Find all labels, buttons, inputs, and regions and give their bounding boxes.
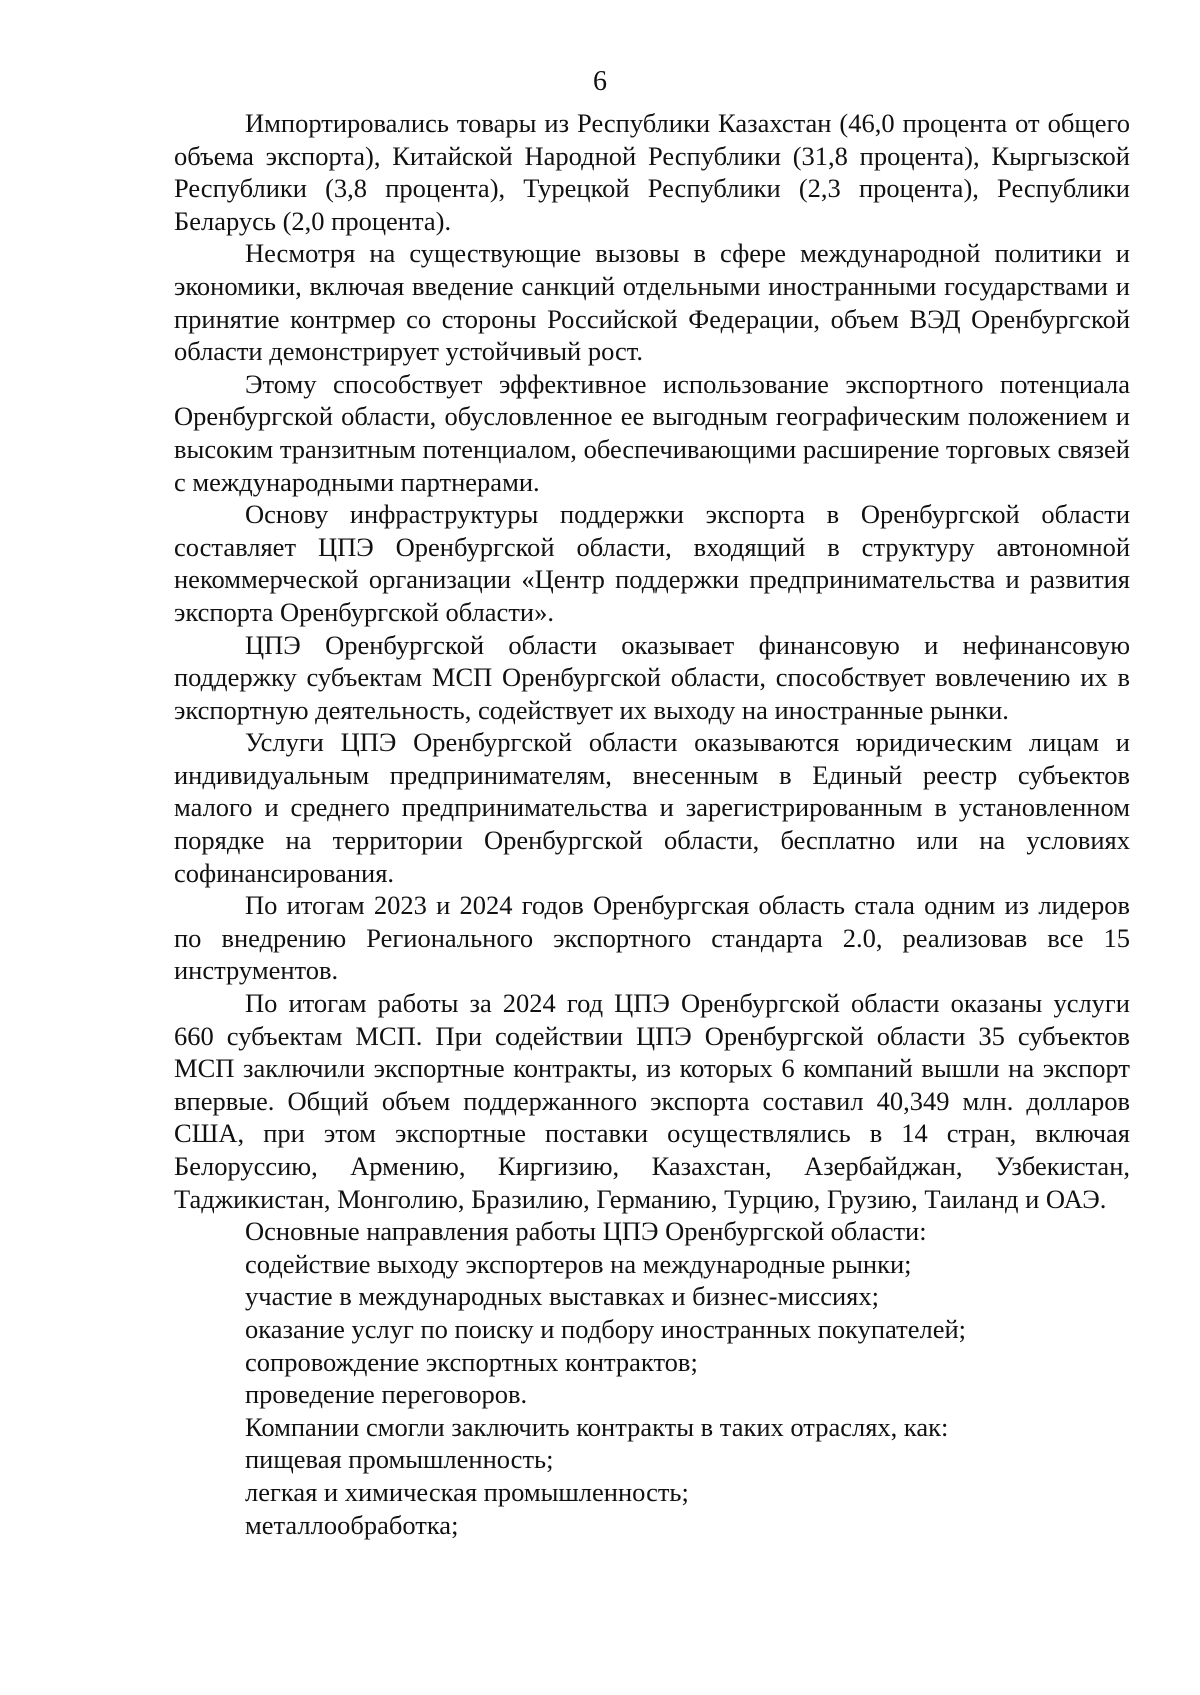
list-item: проведение переговоров. [245,1379,528,1410]
document-body [174,107,1130,1541]
page-number: 6 [593,66,607,97]
sectors-list [174,1411,1130,1541]
list-item: металлообработка; [245,1509,459,1540]
directions-list [174,1215,1130,1411]
paragraph-imports: Импортировались товары из Республики Казахстан (46,0 процента от общего объема экспорта), Китайской Народной Республики (31,8 процента), Кыргызской Республики (3,8 процента), Турецкой Республики (2,3 процента), Республики Беларусь (2,0 процента). [174,108,1130,236]
sectors-heading: Компании смогли заключить контракты в таких отраслях, как: [245,1411,949,1442]
list-item: сопровождение экспортных контрактов; [245,1346,698,1377]
paragraph-results-2024: По итогам работы за 2024 год ЦПЭ Оренбургской области оказаны услуги 660 субъектам МСП. При содействии ЦПЭ Оренбургской области 35 субъектов МСП заключили экспортные контракты, из которых 6 компаний вышли на экспорт впервые. Общий объем поддержанного экспорта составил 40,349 млн. долларов США, при этом экспортные поставки осуществлялись в 14 стран, включая Белоруссию, Армению, Киргизию, Казахстан, Азербайджан, Узбекистан, Таджикистан, Монголию, Бразилию, Германию, Турцию, Грузию, Таиланд и ОАЭ. [174,988,1130,1214]
paragraph-standard: По итогам 2023 и 2024 годов Оренбургская область стала одним из лидеров по внедрению Регионального экспортного стандарта 2.0, реализовав все 15 инструментов. [174,890,1130,986]
paragraph-infrastructure: Основу инфраструктуры поддержки экспорта в Оренбургской области составляет ЦПЭ Оренбургской области, входящий в структуру автономной некоммерческой организации «Центр поддержки предпринимательства и развития экспорта Оренбургской области». [174,499,1130,627]
list-item: содействие выходу экспортеров на международные рынки; [245,1248,912,1279]
paragraph-services: Услуги ЦПЭ Оренбургской области оказываются юридическим лицам и индивидуальным предпринимателям, внесенным в Единый реестр субъектов малого и среднего предпринимательства и зарегистрированным в установленном порядке на территории Оренбургской области, бесплатно или на условиях софинансирования. [174,727,1130,888]
list-item: легкая и химическая промышленность; [245,1476,689,1507]
list-item: пищевая промышленность; [245,1444,554,1475]
list-item: оказание услуг по поиску и подбору иностранных покупателей; [245,1313,967,1344]
paragraph-support: ЦПЭ Оренбургской области оказывает финансовую и нефинансовую поддержку субъектам МСП Оренбургской области, способствует вовлечению их в экспортную деятельность, содействует их выходу на иностранные рынки. [174,629,1130,725]
list-item: участие в международных выставках и бизнес-миссиях; [245,1281,879,1312]
paragraph-export-potential: Этому способствует эффективное использование экспортного потенциала Оренбургской области, обусловленное ее выгодным географическим положением и высоким транзитным потенциалом, обеспечивающими расширение торговых связей с международными партнерами. [174,368,1130,497]
directions-heading: Основные направления работы ЦПЭ Оренбургской области: [245,1216,927,1247]
paragraph-challenges: Несмотря на существующие вызовы в сфере международной политики и экономики, включая введение санкций отдельными иностранными государствами и принятие контрмер со стороны Российской Федерации, объем ВЭД Оренбургской области демонстрирует устойчивый рост. [174,238,1130,367]
